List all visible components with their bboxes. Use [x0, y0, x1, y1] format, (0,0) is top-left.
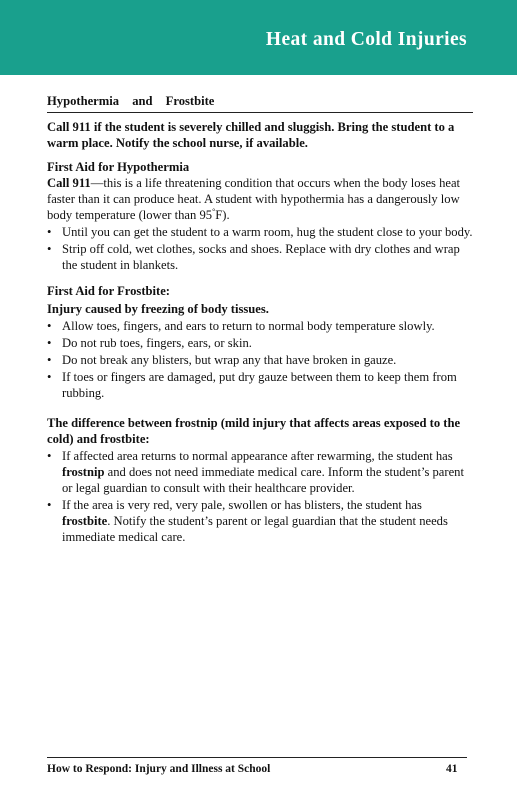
page-number: 41 [446, 763, 458, 775]
hypothermia-heading: First Aid for Hypothermia [47, 160, 190, 174]
difference-heading: The difference between frostnip (mild injury that affects areas exposed to the cold) and frostbite: [47, 416, 461, 446]
bullet-icon: • [47, 225, 52, 239]
footer-title: How to Respond: Injury and Illness at School [47, 763, 271, 775]
temperature-unit: F). [215, 208, 230, 222]
difference-list [47, 448, 473, 545]
main-content [47, 94, 473, 546]
bullet-icon: • [47, 336, 52, 350]
list-item: • If toes or fingers are damaged, put dry gauze between them to keep them from rubbing. [47, 370, 457, 400]
bullet-icon: • [47, 353, 52, 367]
list-item: • Strip off cold, wet clothes, socks and shoes. Replace with dry clothes and wrap the student in blankets. [47, 242, 460, 272]
bullet-icon: • [47, 242, 52, 256]
list-item: • Do not break any blisters, but wrap any that have broken in gauze. [47, 353, 397, 367]
degree-symbol: ° [212, 206, 216, 216]
call-911-lead: Call 911 [47, 176, 91, 190]
list-item: • If the area is very red, very pale, swollen or has blisters, the student has frostbite. Notify the student’s parent or legal guardian that the student needs immediate medical care. [47, 498, 448, 544]
list-item: • Do not rub toes, fingers, ears, or skin. [47, 336, 252, 350]
bullet-icon: • [47, 449, 52, 463]
hypothermia-list [47, 224, 473, 273]
list-item: • Allow toes, fingers, and ears to return to normal body temperature slowly. [47, 319, 435, 333]
bullet-icon: • [47, 370, 52, 384]
frostbite-heading: First Aid for Frostbite: [47, 284, 171, 298]
footer-divider [47, 757, 467, 758]
hypothermia-description: —this is a life threatening condition that occurs when the body loses heat faster than it can produce heat. A student with hypothermia has a dangerously low body temperature (lower than 95 [47, 176, 461, 222]
bullet-icon: • [47, 319, 52, 333]
page-title: Heat and Cold Injuries [265, 29, 467, 50]
header-band [0, 0, 517, 75]
list-item: • Until you can get the student to a warm room, hug the student close to your body. [47, 225, 473, 239]
intro-paragraph: Call 911 if the student is severely chilled and sluggish. Bring the student to a warm place. Notify the school nurse, if available. [47, 120, 455, 150]
frostbite-list [47, 318, 473, 401]
bullet-icon: • [47, 498, 52, 512]
list-item: • If affected area returns to normal appearance after rewarming, the student has frostnip and does not need immediate medical care. Inform the student’s parent or legal guardian to consult with their healthcare provider. [47, 449, 464, 495]
hypothermia-paragraph [47, 175, 473, 223]
frostbite-subheading: Injury caused by freezing of body tissues. [47, 302, 269, 316]
section-title: Hypothermia and Frostbite [47, 94, 473, 113]
